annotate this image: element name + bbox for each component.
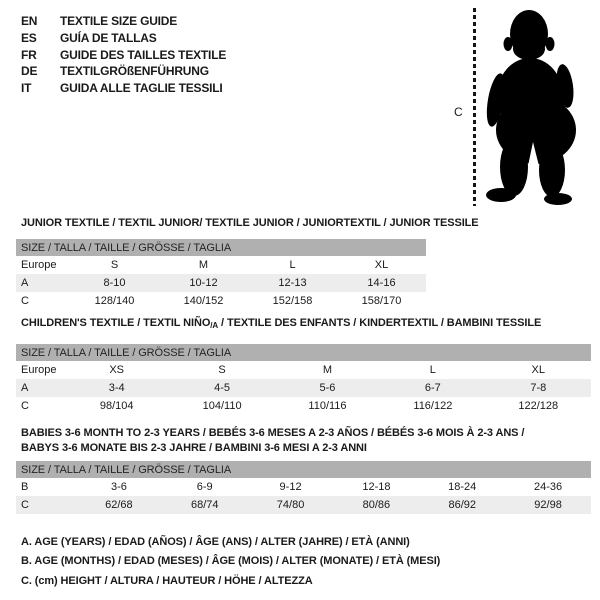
- lang-title-en: TEXTILE SIZE GUIDE: [60, 14, 178, 28]
- footnote-block: [21, 533, 440, 591]
- cell: 74/80: [248, 496, 334, 514]
- cell: 7-8: [486, 379, 591, 397]
- table-row: [16, 274, 426, 292]
- table-row: [16, 496, 591, 514]
- lang-code-es: ES: [21, 30, 37, 45]
- lang-title-es: GUÍA DE TALLAS: [60, 30, 157, 45]
- cell: 9-12: [279, 481, 302, 493]
- table-row: [16, 397, 591, 415]
- cell: S: [110, 259, 119, 271]
- lang-title-fr: GUIDE DES TAILLES TEXTILE: [60, 47, 227, 62]
- babies-size-header-row: [16, 461, 591, 478]
- cell: 110/116: [308, 400, 347, 412]
- lang-code-fr: FR: [21, 47, 37, 62]
- height-measure-dashed-line: [473, 8, 476, 206]
- cell: XL: [531, 364, 546, 376]
- children-size-table: [16, 344, 591, 415]
- footnote-age-years: A. AGE (YEARS) / EDAD (AÑOS) / ÂGE (ANS) / ALTER (JAHRE) / ETÀ (ANNI): [21, 536, 410, 548]
- cell: 68/74: [162, 496, 248, 514]
- children-size-header-row: [16, 344, 591, 361]
- row-label: B: [21, 481, 29, 493]
- children-title-post: / TEXTILE DES ENFANTS / KINDERTEXTIL / BAMBINI TESSILE: [218, 317, 542, 329]
- cell: 128/140: [94, 295, 135, 307]
- cell: 10-12: [159, 274, 248, 292]
- lang-row-de: [21, 63, 226, 80]
- cell: M: [322, 364, 333, 376]
- cell: 5-6: [275, 379, 380, 397]
- table-row: [16, 379, 591, 397]
- row-label: Europe: [21, 259, 57, 271]
- cell: 6-9: [196, 481, 213, 493]
- cell: 122/128: [518, 400, 559, 412]
- cell: 140/152: [183, 295, 224, 307]
- table-row: [16, 292, 426, 310]
- junior-size-header-row: [16, 239, 426, 256]
- row-label: A: [16, 274, 70, 292]
- babies-title-line1: BABIES 3-6 MONTH TO 2-3 YEARS / BEBÉS 3-6 MESES A 2-3 AÑOS / BÉBÉS 3-6 MOIS À 2-3 ANS /: [21, 427, 525, 439]
- children-title-subscript: /A: [210, 321, 219, 330]
- cell: M: [198, 259, 209, 271]
- row-label: A: [16, 379, 64, 397]
- junior-section-title: JUNIOR TEXTILE / TEXTIL JUNIOR/ TEXTILE JUNIOR / JUNIORTEXTIL / JUNIOR TESSILE: [21, 217, 479, 229]
- cell: 18-24: [448, 481, 477, 493]
- lang-row-en: [21, 13, 226, 30]
- cell: XL: [374, 259, 389, 271]
- babies-title-line2: BABYS 3-6 MONATE BIS 2-3 JAHRE / BAMBINI 3-6 MESI A 2-3 ANNI: [21, 442, 367, 454]
- table-row: [16, 361, 591, 379]
- junior-size-header: SIZE / TALLA / TAILLE / GRÖSSE / TAGLIA: [16, 239, 426, 256]
- cell: L: [429, 364, 436, 376]
- cell: XS: [109, 364, 125, 376]
- cell: 104/110: [202, 400, 242, 412]
- table-row: [16, 256, 426, 274]
- table-row: [16, 478, 591, 496]
- cell: 12-13: [248, 274, 337, 292]
- cell: 24-36: [534, 481, 563, 493]
- toddler-silhouette-figure: [486, 4, 578, 210]
- lang-title-it: GUIDA ALLE TAGLIE TESSILI: [60, 81, 223, 96]
- lang-title-de: TEXTILGRÖßENFÜHRUNG: [60, 64, 209, 79]
- cell: L: [289, 259, 296, 271]
- cell: 12-18: [362, 481, 391, 493]
- cell: S: [218, 364, 226, 376]
- children-size-header: SIZE / TALLA / TAILLE / GRÖSSE / TAGLIA: [16, 344, 591, 361]
- junior-size-table: [16, 239, 426, 310]
- lang-code-en: EN: [21, 14, 38, 28]
- children-section-title: [21, 317, 541, 330]
- lang-code-de: DE: [21, 64, 38, 79]
- row-label: Europe: [21, 364, 57, 376]
- lang-row-it: [21, 80, 226, 97]
- language-title-block: [21, 13, 226, 97]
- lang-row-fr: [21, 47, 226, 64]
- cell: 4-5: [169, 379, 274, 397]
- cell: 158/170: [361, 295, 402, 307]
- cell: 14-16: [337, 274, 426, 292]
- cell: 98/104: [99, 400, 134, 412]
- cell: 3-4: [64, 379, 169, 397]
- lang-code-it: IT: [21, 81, 32, 96]
- babies-section-title: [21, 426, 524, 456]
- cell: 62/68: [76, 496, 162, 514]
- row-label: C: [21, 295, 29, 307]
- cell: 86/92: [419, 496, 505, 514]
- footnote-height-cm: C. (cm) HEIGHT / ALTURA / HAUTEUR / HÖHE / ALTEZZA: [21, 574, 313, 587]
- cell: 116/122: [413, 400, 453, 412]
- row-label: C: [21, 400, 29, 412]
- babies-size-header: SIZE / TALLA / TAILLE / GRÖSSE / TAGLIA: [16, 461, 591, 478]
- cell: 92/98: [505, 496, 591, 514]
- babies-size-table: [16, 461, 591, 514]
- height-measure-label: C: [454, 105, 463, 119]
- cell: 6-7: [380, 379, 485, 397]
- cell: 80/86: [333, 496, 419, 514]
- row-label: C: [16, 496, 76, 514]
- lang-row-es: [21, 30, 226, 47]
- cell: 3-6: [110, 481, 127, 493]
- children-title-pre: CHILDREN'S TEXTILE / TEXTIL NIÑO: [21, 317, 211, 329]
- cell: 8-10: [70, 274, 159, 292]
- cell: 152/158: [272, 295, 313, 307]
- footnote-age-months: B. AGE (MONTHS) / EDAD (MESES) / ÂGE (MOIS) / ALTER (MONATE) / ETÀ (MESI): [21, 555, 441, 568]
